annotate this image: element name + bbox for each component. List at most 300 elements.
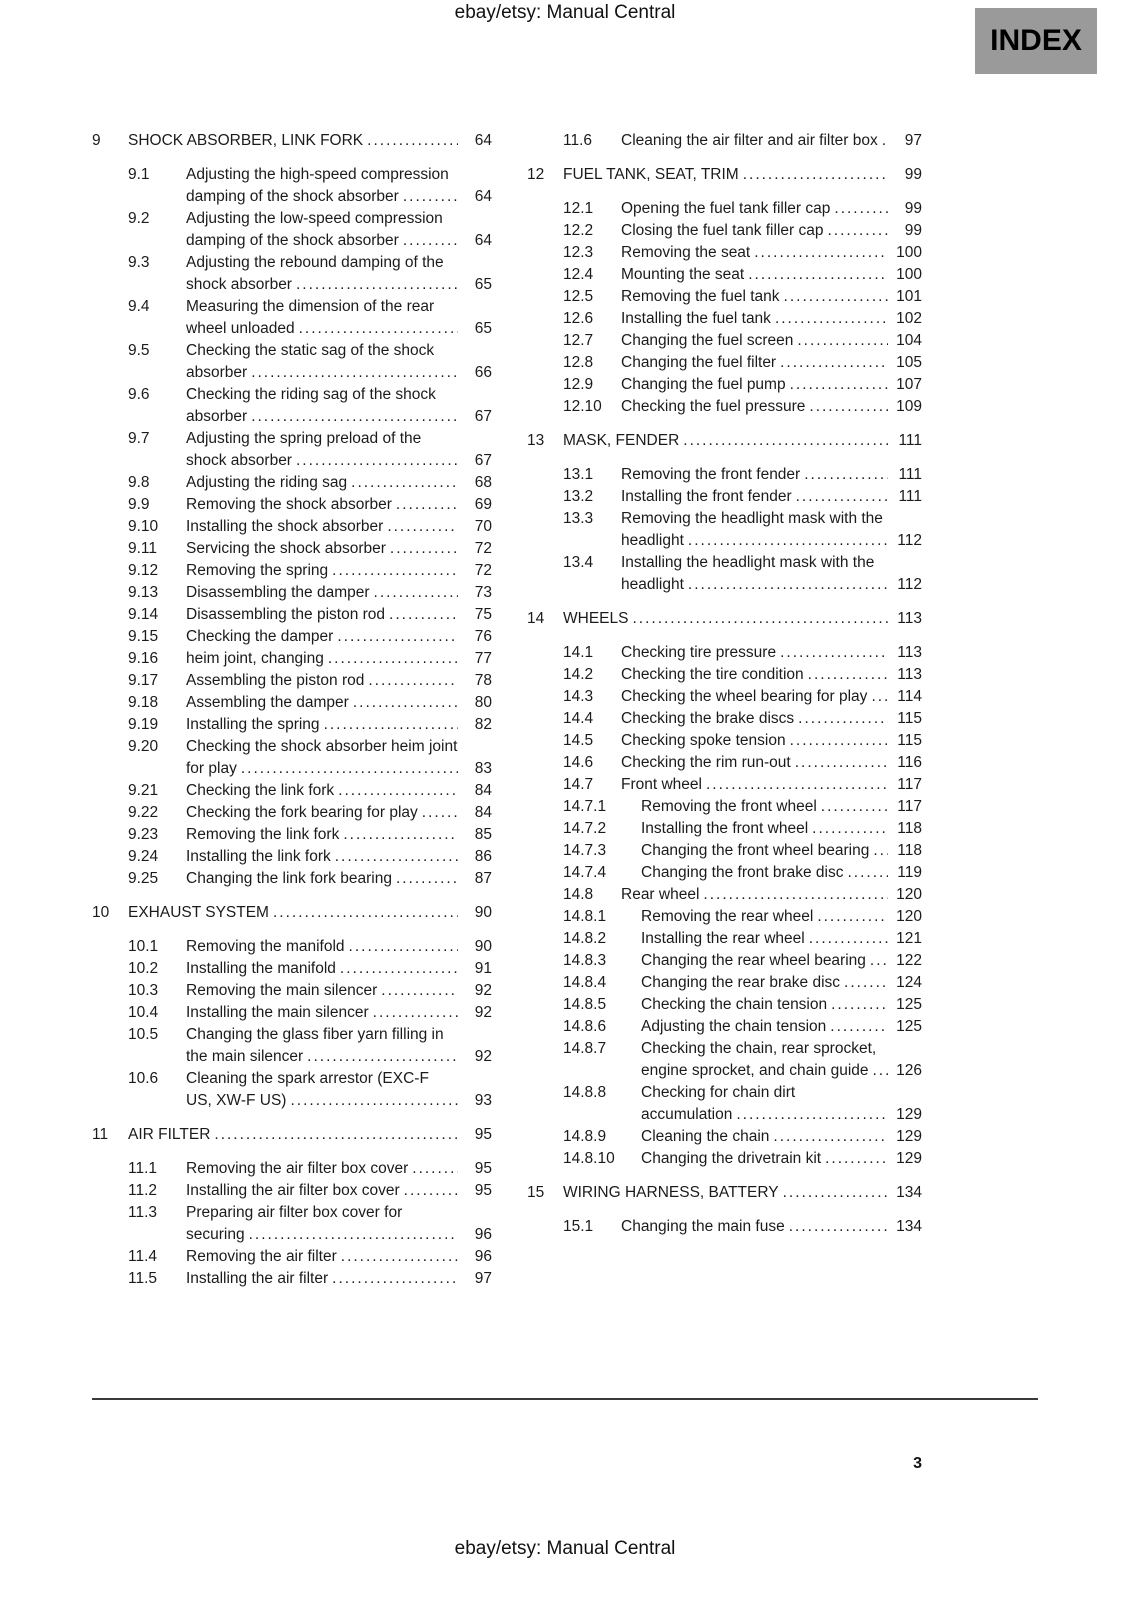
toc-entry-page: 84 [474,804,492,821]
toc-entry[interactable] [527,708,922,730]
toc-entry-number: 12 [527,166,545,183]
toc-entry[interactable] [92,582,492,604]
toc-entry-title: Removing the seat ..... [621,242,888,264]
toc-entry-title: EXHAUST SYSTEM ..... [128,902,458,924]
toc-entry[interactable] [527,818,922,840]
toc-entry-title: Cleaning the air filter and air filter box ..... [621,130,888,152]
toc-entry-title: Installing the link fork ..... [186,846,458,868]
toc-entry-number: 13.3 [563,510,594,527]
toc-entry[interactable] [92,130,492,152]
toc-entry-title: Changing the glass fiber yarn filling in the main silencer ..... [186,1024,458,1068]
toc-entry[interactable] [92,538,492,560]
toc-entry-title: Changing the fuel pump ..... [621,374,888,396]
toc-entry-number: 10.1 [128,938,159,955]
toc-entry-title: Checking the tire condition ..... [621,664,888,686]
toc-entry-page: 105 [896,354,922,371]
toc-entry-page: 66 [474,364,492,381]
toc-entry-number: 9.11 [128,540,158,557]
toc-entry[interactable] [92,494,492,516]
toc-entry-number: 9.8 [128,474,150,491]
toc-entry[interactable] [527,464,922,486]
toc-entry[interactable] [92,780,492,802]
toc-entry-title: Front wheel ..... [621,774,888,796]
toc-entry-number: 14.7.1 [563,798,607,815]
toc-entry-title: Installing the front wheel ..... [641,818,888,840]
toc-entry-title: Removing the headlight mask with the headlight ..... [621,508,888,552]
toc-entry[interactable] [527,286,922,308]
toc-entry-number: 10.2 [128,960,159,977]
toc-entry-title: FUEL TANK, SEAT, TRIM ..... [563,164,888,186]
toc-entry-number: 9.13 [128,584,159,601]
toc-entry-page: 64 [474,188,492,205]
toc-entry-page: 125 [896,1018,922,1035]
toc-entry-number: 9 [92,132,101,149]
toc-entry-page: 73 [474,584,492,601]
toc-entry-number: 14.7.4 [563,864,607,881]
toc-entry-page: 86 [474,848,492,865]
toc-entry-number: 12.8 [563,354,594,371]
toc-entry-number: 13 [527,432,545,449]
toc-entry-number: 10 [92,904,110,921]
toc-entry-page: 93 [474,1092,492,1109]
toc-entry-number: 9.1 [128,166,150,183]
toc-entry-page: 113 [897,610,922,627]
toc-entry-page: 111 [898,488,922,505]
toc-entry-number: 14.5 [563,732,594,749]
toc-entry[interactable] [92,384,492,428]
toc-entry-page: 64 [474,132,492,149]
toc-entry[interactable] [527,884,922,906]
toc-entry-number: 14.1 [563,644,594,661]
footer-title: ebay/etsy: Manual Central [454,1538,676,1559]
toc-entry-title: Adjusting the rebound damping of the shock absorber ..... [186,252,458,296]
toc-entry-title: Checking the chain tension ..... [641,994,888,1016]
toc-entry[interactable] [527,508,922,552]
toc-entry-number: 14.8 [563,886,594,903]
toc-entry[interactable] [527,796,922,818]
toc-entry-title: Installing the main silencer ..... [186,1002,458,1024]
toc-entry-page: 112 [897,532,922,549]
toc-column-left [92,130,492,1290]
toc-entry[interactable] [527,972,922,994]
toc-entry[interactable] [92,1246,492,1268]
toc-entry-page: 95 [474,1126,492,1143]
toc-entry-page: 92 [474,1004,492,1021]
toc-entry-number: 14.8.1 [563,908,607,925]
toc-entry-page: 116 [897,754,922,771]
toc-entry-number: 12.3 [563,244,594,261]
toc-entry[interactable] [527,130,922,152]
toc-entry-title: Closing the fuel tank filler cap ..... [621,220,888,242]
toc-entry-title: Checking the fuel pressure ..... [621,396,888,418]
toc-entry[interactable] [92,164,492,208]
toc-entry[interactable] [527,396,922,418]
toc-entry-title: Removing the shock absorber ..... [186,494,458,516]
toc-entry-page: 134 [896,1184,922,1201]
toc-entry-number: 14 [527,610,545,627]
toc-entry-title: WHEELS ..... [563,608,888,630]
toc-entry-page: 118 [897,820,922,837]
toc-entry[interactable] [92,714,492,736]
toc-entry-page: 90 [474,938,492,955]
toc [92,130,922,1290]
toc-entry-title: Opening the fuel tank filler cap ..... [621,198,888,220]
toc-entry-page: 72 [474,562,492,579]
toc-entry-title: Removing the manifold ..... [186,936,458,958]
toc-entry-page: 122 [896,952,922,969]
toc-entry[interactable] [92,736,492,780]
toc-entry[interactable] [527,330,922,352]
toc-entry-number: 9.16 [128,650,159,667]
toc-entry-number: 9.6 [128,386,150,403]
toc-entry-number: 9.24 [128,848,159,865]
toc-entry-number: 9.14 [128,606,159,623]
toc-entry-number: 10.5 [128,1026,159,1043]
toc-entry-number: 14.8.5 [563,996,607,1013]
toc-entry-title: Removing the fuel tank ..... [621,286,888,308]
toc-entry[interactable] [527,220,922,242]
toc-entry[interactable] [527,552,922,596]
toc-entry-title: Changing the drivetrain kit ..... [641,1148,888,1170]
toc-entry-page: 117 [897,798,922,815]
toc-entry[interactable] [92,868,492,890]
toc-entry[interactable] [92,340,492,384]
toc-entry-page: 67 [474,452,492,469]
toc-entry-title: Removing the air filter box cover ..... [186,1158,458,1180]
toc-entry-page: 96 [474,1248,492,1265]
toc-entry-page: 72 [474,540,492,557]
toc-entry[interactable] [527,374,922,396]
toc-entry-number: 12.9 [563,376,594,393]
toc-entry[interactable] [527,994,922,1016]
toc-entry-number: 14.8.3 [563,952,607,969]
toc-entry-page: 65 [474,276,492,293]
toc-entry-page: 118 [897,842,922,859]
toc-entry-page: 67 [474,408,492,425]
toc-entry-page: 111 [898,432,922,449]
toc-entry-number: 9.2 [128,210,150,227]
toc-entry[interactable] [527,1216,922,1238]
toc-entry-number: 9.22 [128,804,159,821]
toc-entry-page: 124 [896,974,922,991]
toc-entry-title: Removing the rear wheel ..... [641,906,888,928]
toc-entry-page: 77 [474,650,492,667]
toc-entry[interactable] [527,1038,922,1082]
toc-entry[interactable] [527,242,922,264]
toc-entry-title: Installing the spring ..... [186,714,458,736]
toc-entry-title: Installing the rear wheel ..... [641,928,888,950]
toc-entry-title: Adjusting the riding sag ..... [186,472,458,494]
toc-entry[interactable] [527,840,922,862]
index-badge: INDEX [975,8,1097,74]
toc-entry-page: 126 [896,1062,922,1079]
toc-entry-title: heim joint, changing ..... [186,648,458,670]
toc-entry-number: 14.7 [563,776,594,793]
toc-entry-number: 12.5 [563,288,594,305]
toc-entry-number: 9.7 [128,430,150,447]
toc-entry-number: 15 [527,1184,545,1201]
toc-entry[interactable] [527,264,922,286]
toc-entry-page: 129 [896,1128,922,1145]
toc-entry[interactable] [527,950,922,972]
toc-entry-page: 69 [474,496,492,513]
toc-entry-number: 9.15 [128,628,159,645]
toc-entry-page: 120 [896,886,922,903]
toc-column-right [527,130,922,1238]
toc-entry-page: 75 [474,606,492,623]
page-number: 3 [913,1455,922,1472]
toc-entry-page: 68 [474,474,492,491]
toc-entry-title: Cleaning the spark arrestor (EXC-F US, XW-F US) ..... [186,1068,458,1112]
toc-entry[interactable] [527,862,922,884]
toc-entry[interactable] [527,642,922,664]
toc-entry[interactable] [92,626,492,648]
toc-entry[interactable] [92,980,492,1002]
toc-entry-page: 70 [474,518,492,535]
toc-entry-title: Disassembling the piston rod ..... [186,604,458,626]
toc-entry-number: 12.6 [563,310,594,327]
toc-entry-title: Changing the fuel screen ..... [621,330,888,352]
toc-entry-title: Adjusting the high-speed compression damping of the shock absorber ..... [186,164,458,208]
toc-entry-page: 80 [474,694,492,711]
toc-entry-number: 10.3 [128,982,159,999]
toc-entry-title: Changing the rear brake disc ..... [641,972,888,994]
toc-entry-number: 9.25 [128,870,159,887]
toc-entry-page: 114 [897,688,922,705]
toc-entry-number: 9.23 [128,826,159,843]
toc-entry-page: 107 [896,376,922,393]
toc-entry-title: Checking the shock absorber heim joint for play ..... [186,736,458,780]
toc-entry-title: Installing the shock absorber ..... [186,516,458,538]
toc-entry[interactable] [92,648,492,670]
toc-entry[interactable] [527,352,922,374]
toc-entry-number: 14.8.2 [563,930,607,947]
toc-entry-title: Adjusting the chain tension ..... [641,1016,888,1038]
toc-entry[interactable] [527,1016,922,1038]
toc-entry-number: 15.1 [563,1218,594,1235]
toc-entry-title: Removing the front fender ..... [621,464,888,486]
toc-entry[interactable] [92,208,492,252]
toc-entry-number: 14.8.8 [563,1084,607,1101]
toc-entry-page: 99 [904,200,922,217]
toc-entry[interactable] [92,1180,492,1202]
toc-entry-page: 121 [896,930,922,947]
toc-entry-number: 14.7.3 [563,842,607,859]
toc-entry[interactable] [92,1124,492,1146]
toc-entry[interactable] [527,1082,922,1126]
toc-entry[interactable] [92,472,492,494]
toc-entry-number: 14.8.9 [563,1128,607,1145]
toc-entry-page: 90 [474,904,492,921]
toc-entry[interactable] [92,560,492,582]
toc-entry-number: 13.2 [563,488,594,505]
toc-entry-title: Measuring the dimension of the rear wheel unloaded ..... [186,296,458,340]
toc-entry-title: Changing the front wheel bearing ..... [641,840,888,862]
toc-entry[interactable] [92,1202,492,1246]
toc-entry[interactable] [92,252,492,296]
toc-entry[interactable] [527,486,922,508]
footer-rule [92,1398,1038,1400]
toc-entry-page: 119 [897,864,922,881]
toc-entry-page: 64 [474,232,492,249]
toc-entry-title: Installing the fuel tank ..... [621,308,888,330]
toc-entry-number: 9.3 [128,254,150,271]
toc-entry[interactable] [527,308,922,330]
toc-entry[interactable] [92,958,492,980]
toc-entry[interactable] [527,1182,922,1204]
toc-entry-page: 87 [474,870,492,887]
toc-entry-title: Removing the main silencer ..... [186,980,458,1002]
toc-entry-page: 100 [896,244,922,261]
toc-entry-number: 14.8.10 [563,1150,615,1167]
header-title: ebay/etsy: Manual Central [454,2,676,23]
toc-entry-number: 12.7 [563,332,594,349]
toc-entry-number: 14.8.7 [563,1040,607,1057]
toc-entry[interactable] [527,1148,922,1170]
toc-entry[interactable] [92,936,492,958]
toc-entry-page: 99 [904,166,922,183]
toc-entry-page: 125 [896,996,922,1013]
toc-entry-number: 14.6 [563,754,594,771]
toc-entry-title: Checking the riding sag of the shock absorber ..... [186,384,458,428]
toc-entry[interactable] [92,692,492,714]
toc-entry[interactable] [92,1068,492,1112]
toc-entry-page: 117 [897,776,922,793]
toc-entry-title: Checking for chain dirt accumulation ..... [641,1082,888,1126]
toc-entry-title: Removing the front wheel ..... [641,796,888,818]
toc-entry-page: 85 [474,826,492,843]
toc-entry-title: Removing the spring ..... [186,560,458,582]
toc-entry-number: 11.2 [128,1182,158,1199]
toc-entry-number: 11 [92,1126,109,1143]
toc-entry-number: 9.17 [128,672,159,689]
toc-entry[interactable] [527,608,922,630]
toc-entry-number: 11.5 [128,1270,158,1287]
toc-entry-page: 96 [474,1226,492,1243]
toc-entry[interactable] [527,198,922,220]
toc-entry-title: Checking the damper ..... [186,626,458,648]
toc-entry-title: Changing the front brake disc ..... [641,862,888,884]
toc-entry[interactable] [92,604,492,626]
toc-entry-number: 14.8.4 [563,974,607,991]
toc-entry-number: 12.4 [563,266,594,283]
toc-entry[interactable] [527,686,922,708]
toc-entry-title: Checking the static sag of the shock absorber ..... [186,340,458,384]
toc-entry-title: Assembling the piston rod ..... [186,670,458,692]
toc-entry-number: 11.3 [128,1204,158,1221]
toc-entry-title: Installing the air filter box cover ..... [186,1180,458,1202]
toc-entry[interactable] [527,430,922,452]
toc-entry-number: 9.20 [128,738,159,755]
toc-entry[interactable] [527,164,922,186]
toc-entry-page: 97 [904,132,922,149]
toc-entry-title: SHOCK ABSORBER, LINK FORK ..... [128,130,458,152]
toc-entry-title: Checking the wheel bearing for play ..... [621,686,888,708]
toc-entry[interactable] [92,670,492,692]
toc-entry-title: WIRING HARNESS, BATTERY ..... [563,1182,888,1204]
toc-entry[interactable] [92,1268,492,1290]
toc-entry[interactable] [527,774,922,796]
toc-entry-title: Checking the rim run-out ..... [621,752,888,774]
toc-entry[interactable] [92,1024,492,1068]
toc-entry-page: 91 [474,960,492,977]
toc-entry[interactable] [527,1126,922,1148]
toc-entry-number: 9.18 [128,694,159,711]
toc-entry[interactable] [527,928,922,950]
toc-entry-title: MASK, FENDER ..... [563,430,888,452]
toc-entry-title: AIR FILTER ..... [128,1124,458,1146]
toc-entry-number: 14.4 [563,710,594,727]
toc-entry-page: 115 [897,710,922,727]
toc-entry-title: Assembling the damper ..... [186,692,458,714]
toc-entry-number: 14.7.2 [563,820,607,837]
toc-entry-title: Changing the main fuse ..... [621,1216,888,1238]
toc-entry-page: 129 [896,1150,922,1167]
toc-entry-title: Installing the headlight mask with the headlight ..... [621,552,888,596]
toc-entry-title: Checking the brake discs ..... [621,708,888,730]
toc-entry-page: 129 [896,1106,922,1123]
toc-entry-page: 115 [897,732,922,749]
toc-entry-title: Checking the fork bearing for play ..... [186,802,458,824]
toc-entry-title: Checking the chain, rear sprocket, engine sprocket, and chain guide ..... [641,1038,888,1082]
toc-entry-title: Disassembling the damper ..... [186,582,458,604]
toc-entry-number: 12.1 [563,200,594,217]
toc-entry-number: 13.1 [563,466,594,483]
toc-entry[interactable] [527,730,922,752]
toc-entry[interactable] [527,664,922,686]
toc-entry[interactable] [92,428,492,472]
toc-entry-number: 9.12 [128,562,159,579]
toc-entry-page: 100 [896,266,922,283]
toc-entry[interactable] [527,752,922,774]
toc-entry-page: 95 [474,1160,492,1177]
toc-entry-page: 83 [474,760,492,777]
toc-entry-title: Changing the rear wheel bearing ..... [641,950,888,972]
toc-entry-title: Servicing the shock absorber ..... [186,538,458,560]
toc-entry-number: 12.2 [563,222,594,239]
toc-entry[interactable] [92,802,492,824]
toc-entry-title: Installing the front fender ..... [621,486,888,508]
toc-entry-number: 10.4 [128,1004,159,1021]
toc-entry-page: 113 [897,666,922,683]
toc-entry-page: 97 [474,1270,492,1287]
toc-entry-page: 102 [896,310,922,327]
toc-entry-page: 134 [896,1218,922,1235]
toc-entry[interactable] [92,1158,492,1180]
toc-entry-number: 9.19 [128,716,159,733]
toc-entry-number: 9.9 [128,496,150,513]
toc-entry[interactable] [527,906,922,928]
toc-entry-page: 76 [474,628,492,645]
toc-entry-number: 11.6 [563,132,593,149]
toc-entry-title: Rear wheel ..... [621,884,888,906]
toc-entry-number: 14.8.6 [563,1018,607,1035]
toc-entry[interactable] [92,516,492,538]
toc-entry-page: 82 [474,716,492,733]
toc-entry-title: Changing the link fork bearing ..... [186,868,458,890]
toc-entry-title: Installing the air filter ..... [186,1268,458,1290]
toc-entry-page: 109 [896,398,922,415]
toc-entry-page: 112 [897,576,922,593]
toc-entry[interactable] [92,902,492,924]
toc-entry[interactable] [92,824,492,846]
toc-entry-page: 113 [897,644,922,661]
toc-entry[interactable] [92,846,492,868]
toc-entry[interactable] [92,1002,492,1024]
toc-entry[interactable] [92,296,492,340]
toc-entry-page: 104 [896,332,922,349]
toc-entry-page: 78 [474,672,492,689]
